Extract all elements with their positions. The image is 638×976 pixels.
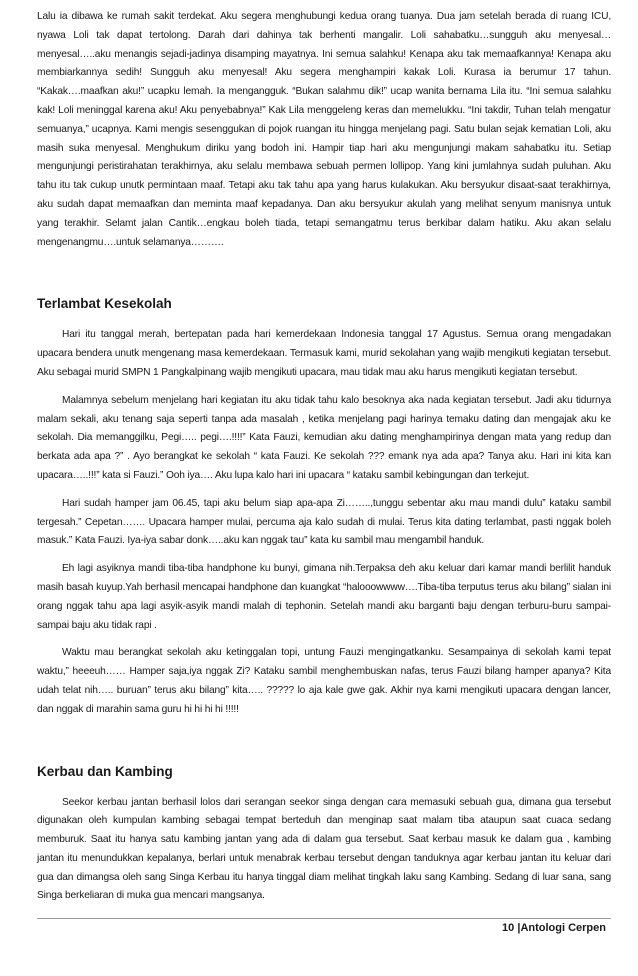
paragraph: Hari sudah hamper jam 06.45, tapi aku belum siap apa-apa Zi……..,tunggu sebentar aku mau mandi dulu” kataku sambil tergesah.” Cepetan……. Upacara hamper mulai, percuma aja kalo sudah di mulai. Terus kita dating terlambat, pasti nggak boleh masuk.” Kata Fauzi. Iya-iya sabar donk…..aku kan nggak tau” kata ku sambil mau mengambil handuk. bbox=[37, 497, 611, 547]
intro-paragraph: Lalu ia dibawa ke rumah sakit terdekat. Aku segera menghubungi kedua orang tuanya. Dua jam setelah berada di ruang ICU, nyawa Loli tak dapat tertolong. Darah dari dahinya tak berhenti mangalir. Loli sahabatku…sungguh aku menyesal…menyesal…..aku menangis sejadi-jadinya disamping mayatnya. Ini semua salahku! Kenapa aku tak memaafkannya! Kenapa aku membiarkannya sedih! Sungguh aku menyesal! Aku segera menghampiri kakak Loli. Kurasa ia berumur 17 tahun. “Kakak….maafkan aku!” ucapku lemah. Ia mengangguk. “Bukan salahmu dik!” ucap wanita bernama Lila itu. “Ini semua salahku kak! Loli meninggal karena aku! Aku penyebabnya!” Kak Lila menggeleng keras dan memelukku. “Ini takdir, Tuhan telah mengatur semuanya,” ucapnya. Kami mengis sesenggukan di pojok ruangan itu hingga menjelang pagi. Satu bulan sejak kematian Loli, aku masih suka menyesal. Menghukum diriku yang bodoh ini. Hampir tiap hari aku mengunjungi makam sahabatku itu. Setiap mengunjungi peristirahatan terakhirnya, aku selalu membawa sebuah permen lollipop. Yang kini jumlahnya sudah puluhan. Aku tahu itu tak cukup unutk permintaan maaf. Tetapi aku tak tahu apa yang harus kulakukan. Aku bersyukur disaat-saat terakhirnya, aku sudah dapat memaafkan dan meminta maaf kepadanya. Dan aku bersyukur akulah yang melihat senyum manisnya untuk yang terakhir. Selamt jalan Cantik…engkau boleh tiada, tetapi semangatmu terus berkibar dalam hatiku. Aku akan selalu mengenangmu….untuk selamanya………. bbox=[37, 11, 611, 248]
paragraph: Malamnya sebelum menjelang hari kegiatan itu aku tidak tahu kalo besoknya aka nada kegiatan tersebut. Jadi aku tidurnya malam sekali, aku tenang saja seperti tanpa ada masalah , ketika menjelang pagi harinya temaku dating dan mengajak aku ke sekolah. Dia memanggilku, Pegi….. pegi….!!!!” Kata Fauzi, kemudian aku dating menghampirinya dengan mata yang redup dan berkata ada apa ?” . Ayo berangkat ke sekolah “ kata Fauzi. Ke sekolah ??? emank nya ada apa? Tanya aku. Hari ini kita kan upacara…..!!!” kata si Fauzi.” Ooh iya…. Aku lupa kalo hari ini upacara “ kataku sambil kebingungan dan terkejut. bbox=[37, 394, 611, 481]
book-title: Antologi Cerpen bbox=[520, 922, 606, 934]
paragraph: Eh lagi asyiknya mandi tiba-tiba handphone ku bunyi, gimana nih.Terpaksa deh aku keluar dari kamar mandi berlilit handuk masih basah kuyup.Yah berhasil mencapai handphone dan kuangkat “halooowwww….Tiba-tiba terputus terus aku bilang” sialan ini orang nggak tahu apa lagi asyik-asyik mandi malah di tephonin. Setelah mandi aku barganti baju dengan terburu-buru sampai-sampai baju aku tidak rapi . bbox=[37, 563, 611, 631]
paragraph: Seekor kerbau jantan berhasil lolos dari serangan seekor singa dengan cara memasuki sebuah gua, dimana gua tersebut digunakan oleh kumpulan kambing sebagai tempat berteduh dan menginap saat malam tiba ataupun saat cuaca sedang memburuk. Saat itu hanya satu kambing jantan yang ada di dalam gua tersebut. Saat kerbau masuk ke dalam gua , kambing jantan itu menundukkan kepalanya, berlari untuk menabrak kerbau tersebut dengan tanduknya agar kerbau jantan itu keluar dari gua dan dimangsa oleh sang Singa Kerbau itu hanya tinggal diam melihat tingkah laku sang Kambing. Sedang di luar sana, sang Singa berkeliaran di muka gua mencari mangsanya. bbox=[37, 796, 611, 902]
page-footer: 10 |Antologi Cerpen bbox=[502, 922, 606, 934]
section-title-kerbau: Kerbau dan Kambing bbox=[37, 763, 173, 779]
section-title-terlambat: Terlambat Kesekolah bbox=[37, 296, 172, 312]
paragraph: Waktu mau berangkat sekolah aku ketinggalan topi, untung Fauzi mengingatkanku. Sesampainya di sekolah kami tepat waktu,” heeeuh…… Hamper saja,iya nggak Zi? Kataku sambil menghembuskan nafas, terus Fauzi bilang hamper apanya? Kita udah telat nih….. buruan” terus aku bilang” kita….. ????? lo aja kale gwe gak. Akhir nya kami mengikuti upacara dengan lancer, dan nggak di marahin sama guru hi hi hi hi !!!!! bbox=[37, 647, 611, 715]
page-number: 10 bbox=[502, 922, 515, 934]
paragraph: Hari itu tanggal merah, bertepatan pada hari kemerdekaan Indonesia tanggal 17 Agustus. Semua orang mengadakan upacara bendera unutk mengenang masa kemerdekaan. Termasuk kami, murid sekolahan yang wajib mengikuti kegiatan tersebut. Aku sebagai murid SMPN 1 Pangkalpinang wajib mengikuti upacara, mau tidak mau aku harus mengikuti kegiatan tersebut. bbox=[37, 329, 611, 378]
footer-divider bbox=[37, 918, 611, 919]
